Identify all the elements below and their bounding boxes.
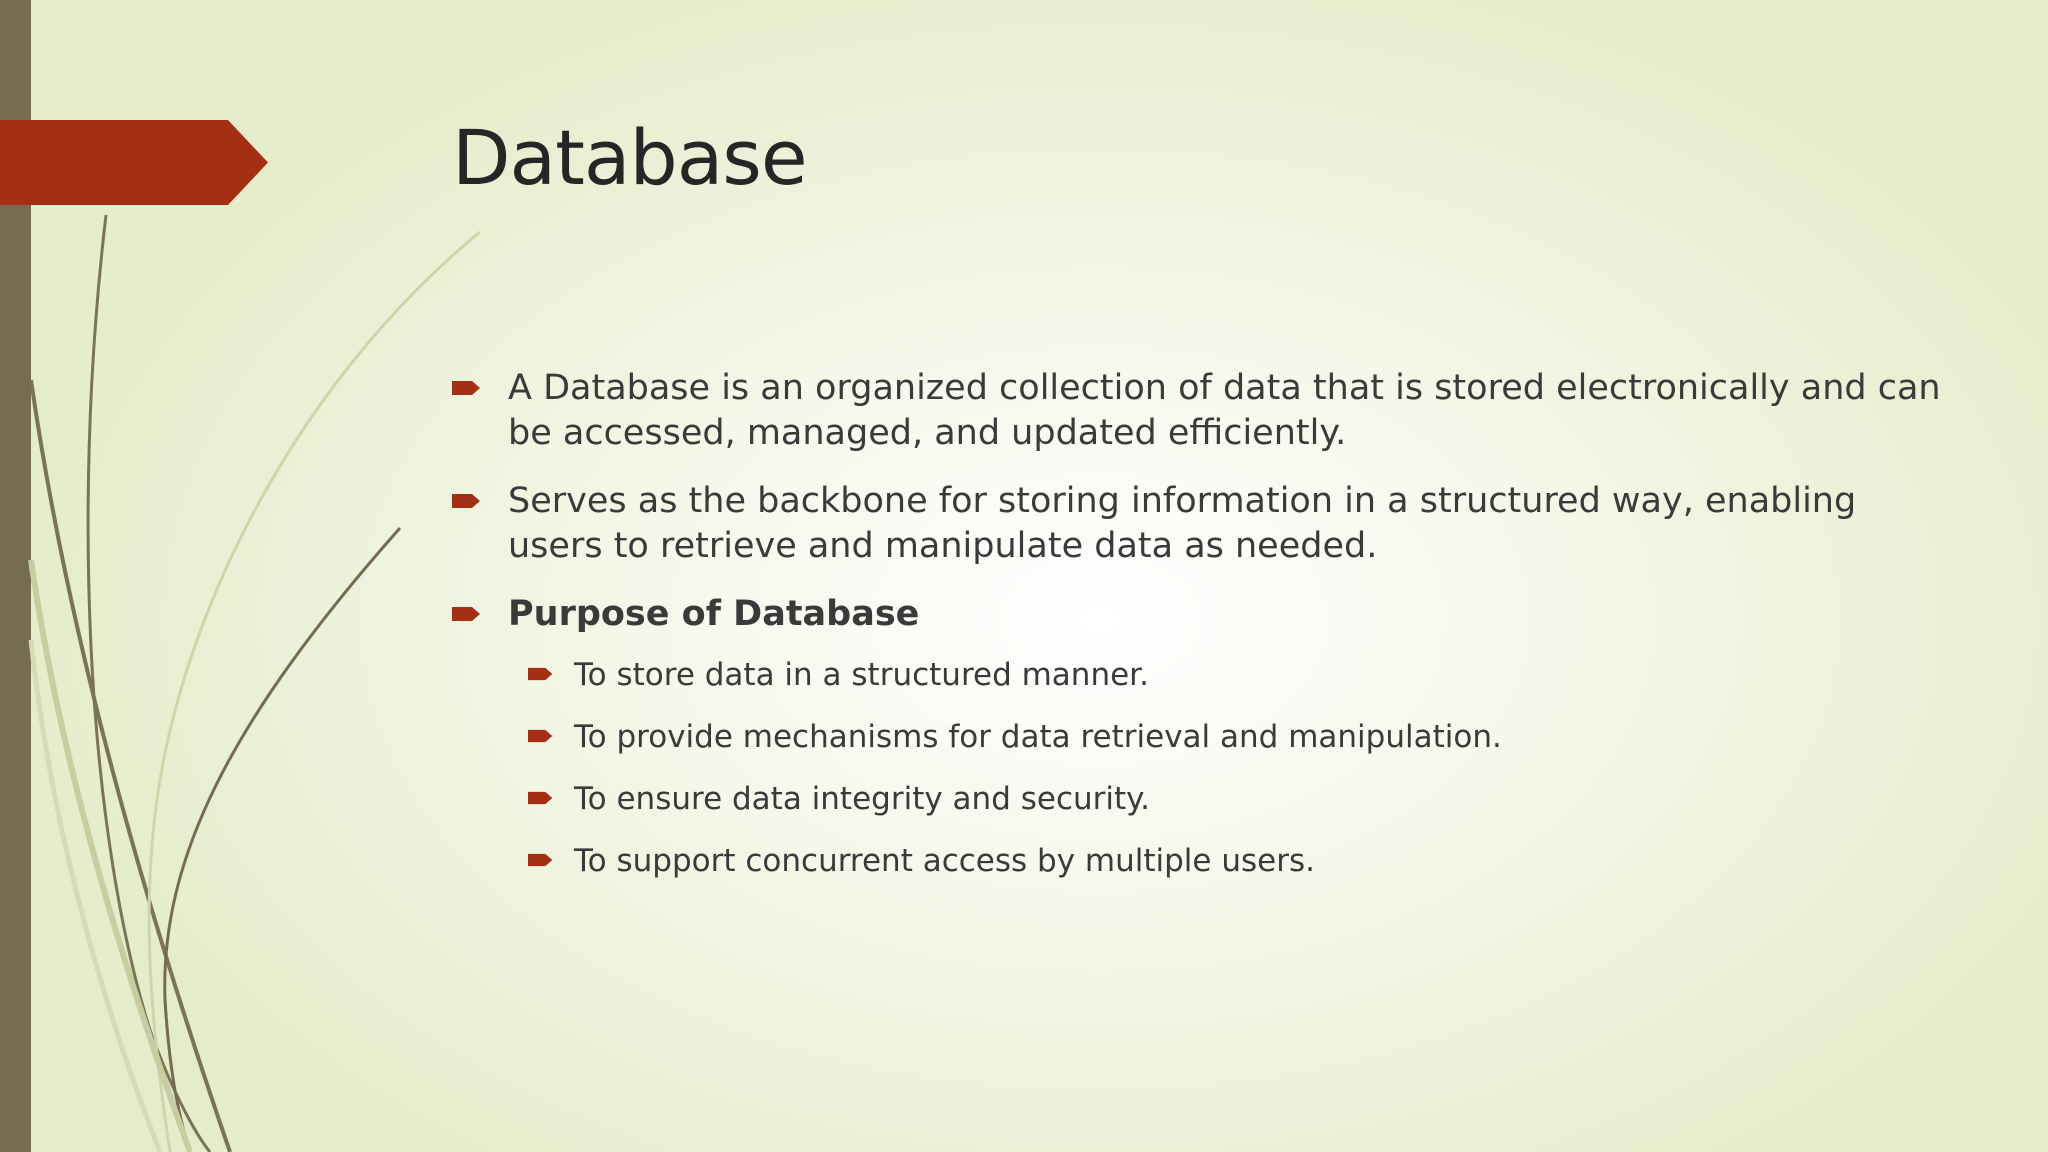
arrow-bullet-icon bbox=[452, 492, 482, 510]
sub-bullet-text: To ensure data integrity and security. bbox=[574, 781, 1150, 817]
bullet-item-heading bbox=[452, 592, 1952, 637]
sub-bullet-item bbox=[528, 717, 1952, 757]
sub-bullet-list bbox=[452, 655, 1952, 881]
bullet-list bbox=[452, 366, 1952, 903]
sub-bullet-container bbox=[452, 655, 1952, 881]
slide-title: Database bbox=[452, 113, 807, 202]
sub-bullet-item bbox=[528, 779, 1952, 819]
arrow-bullet-icon bbox=[528, 728, 554, 744]
arrow-bullet-icon bbox=[528, 666, 554, 682]
sub-bullet-text: To support concurrent access by multiple users. bbox=[574, 843, 1315, 879]
arrow-bullet-icon bbox=[528, 790, 554, 806]
bullet-text: A Database is an organized collection of data that is stored electronically and can be accessed, managed, and updated efficiently. bbox=[508, 368, 1941, 453]
arrow-bullet-icon bbox=[452, 605, 482, 623]
title-accent-arrow bbox=[0, 120, 268, 205]
sub-bullet-text: To store data in a structured manner. bbox=[574, 657, 1149, 693]
bullet-item bbox=[452, 366, 1952, 456]
bullet-text: Serves as the backbone for storing information in a structured way, enabling users to retrieve and manipulate data as needed. bbox=[508, 481, 1857, 566]
bullet-item bbox=[452, 479, 1952, 569]
sub-bullet-text: To provide mechanisms for data retrieval and manipulation. bbox=[574, 719, 1502, 755]
arrow-bullet-icon bbox=[528, 852, 554, 868]
bullet-heading-text: Purpose of Database bbox=[508, 594, 920, 634]
sub-bullet-item bbox=[528, 841, 1952, 881]
sub-bullet-item bbox=[528, 655, 1952, 695]
arrow-bullet-icon bbox=[452, 379, 482, 397]
